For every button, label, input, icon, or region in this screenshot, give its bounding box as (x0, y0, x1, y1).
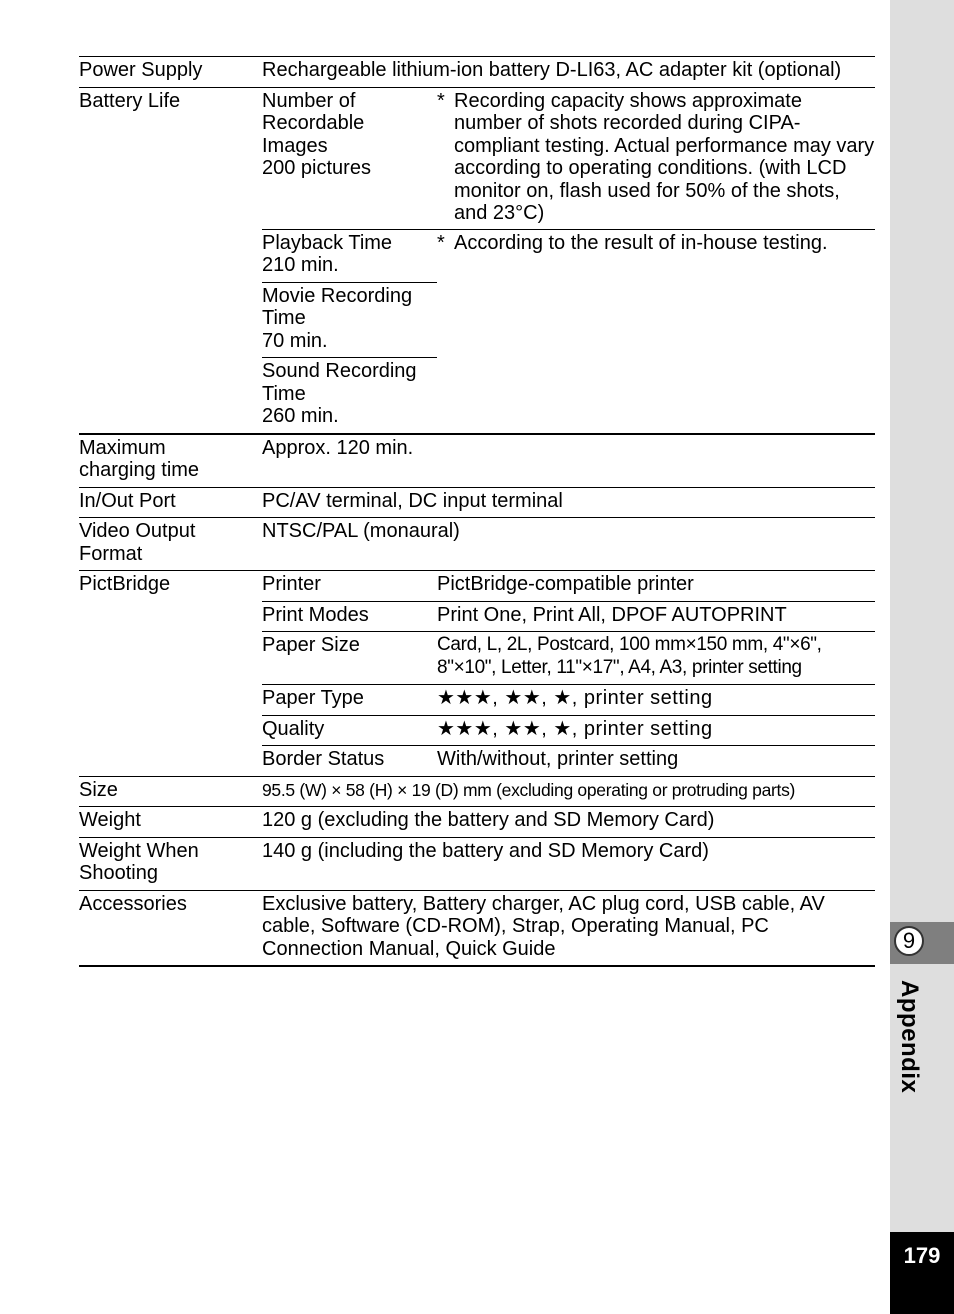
spec-value: 120 g (excluding the battery and SD Memory Card) (262, 809, 715, 831)
chapter-number: 9 (894, 926, 924, 956)
spec-row-weight-shooting (79, 838, 875, 891)
spec-value: 140 g (including the battery and SD Memory Card) (262, 839, 709, 862)
spec-subvalue: 200 pictures (262, 157, 371, 179)
pictbridge-table (262, 571, 875, 776)
spec-sublabel: Paper Size (262, 634, 360, 656)
spec-subvalue: Card, L, 2L, Postcard, 100 mm×150 mm, 4"×6", 8"×10", Letter, 11"×17", A4, A3, printer setting (437, 634, 822, 678)
pictbridge-row (262, 631, 875, 684)
battery-images-note (437, 88, 875, 229)
spec-row-video-output (79, 518, 875, 571)
spec-subvalue: With/without, printer setting (437, 748, 679, 770)
spec-row-pictbridge (79, 571, 875, 777)
spec-table (79, 56, 875, 967)
spec-sublabel: Number of Recordable Images (262, 89, 365, 157)
chapter-title: Appendix (896, 980, 923, 1094)
battery-life-table (262, 88, 875, 433)
battery-playback-note (437, 229, 875, 433)
pictbridge-row (262, 684, 875, 715)
spec-row-max-charging (79, 435, 875, 488)
battery-playback-cell (262, 229, 437, 282)
spec-label: Weight When Shooting (79, 839, 199, 884)
spec-value: 95.5 (W) × 58 (H) × 19 (D) mm (excluding operating or protruding parts) (262, 779, 796, 800)
spec-value: Approx. 120 min. (262, 436, 414, 459)
spec-subvalue: ★★★, ★★, ★, printer setting (437, 717, 713, 740)
spec-row-power-supply (79, 57, 875, 88)
spec-value: Rechargeable lithium-ion battery D-LI63, AC adapter kit (optional) (262, 59, 842, 81)
spec-subvalue: ★★★, ★★, ★, printer setting (437, 687, 713, 709)
spec-label: In/Out Port (79, 489, 176, 512)
note-text: Recording capacity shows approximate number of shots recorded during CIPA-compliant testing. Actual performance may vary according to operating conditions. (with LCD monitor on, flash used for 50% of the shots, and 23°C) (454, 89, 875, 224)
page-number: 179 (890, 1232, 954, 1314)
spec-label: Maximum charging time (79, 436, 200, 481)
pictbridge-row (262, 715, 875, 746)
pictbridge-row (262, 601, 875, 632)
note-text: According to the result of in-house testing. (454, 231, 828, 254)
battery-sound-cell (262, 357, 437, 433)
pictbridge-row (262, 745, 875, 776)
spec-value: Exclusive battery, Battery charger, AC plug cord, USB cable, AV cable, Software (CD-ROM), Strap, Operating Manual, PC Connection Manual, Quick Guide (262, 892, 825, 960)
spec-row-battery-life (79, 88, 875, 435)
spec-subvalue: 70 min. (262, 329, 328, 352)
spec-sublabel: Paper Type (262, 687, 364, 709)
spec-sublabel: Printer (262, 573, 321, 595)
spec-label: Weight (79, 809, 141, 831)
spec-row-size (79, 777, 875, 808)
spec-row-weight (79, 807, 875, 838)
battery-images-cell (262, 88, 437, 229)
spec-sublabel: Movie Recording Time (262, 284, 413, 329)
spec-sublabel: Sound Recording Time (262, 360, 417, 405)
spec-label: Power Supply (79, 59, 203, 81)
spec-label: Battery Life (79, 89, 181, 112)
spec-row-in-out-port (79, 488, 875, 519)
spec-subvalue: 260 min. (262, 405, 339, 427)
spec-subvalue: 210 min. (262, 254, 339, 276)
spec-value: PC/AV terminal, DC input terminal (262, 489, 563, 512)
spec-row-accessories (79, 891, 875, 968)
spec-subvalue: PictBridge-compatible printer (437, 573, 694, 595)
battery-movie-cell (262, 282, 437, 358)
note-mark: * (437, 231, 445, 254)
spec-value: NTSC/PAL (monaural) (262, 520, 460, 542)
note-mark: * (437, 89, 445, 112)
spec-label: PictBridge (79, 573, 171, 595)
spec-sublabel: Print Modes (262, 603, 369, 626)
spec-label: Accessories (79, 892, 187, 915)
spec-label: Size (79, 778, 118, 801)
spec-sublabel: Playback Time (262, 231, 393, 254)
pictbridge-row (262, 571, 875, 601)
spec-subvalue: Print One, Print All, DPOF AUTOPRINT (437, 603, 787, 626)
spec-sublabel: Quality (262, 717, 325, 740)
spec-sublabel: Border Status (262, 748, 385, 770)
side-tab (890, 0, 954, 1314)
spec-label: Video Output Format (79, 520, 196, 565)
